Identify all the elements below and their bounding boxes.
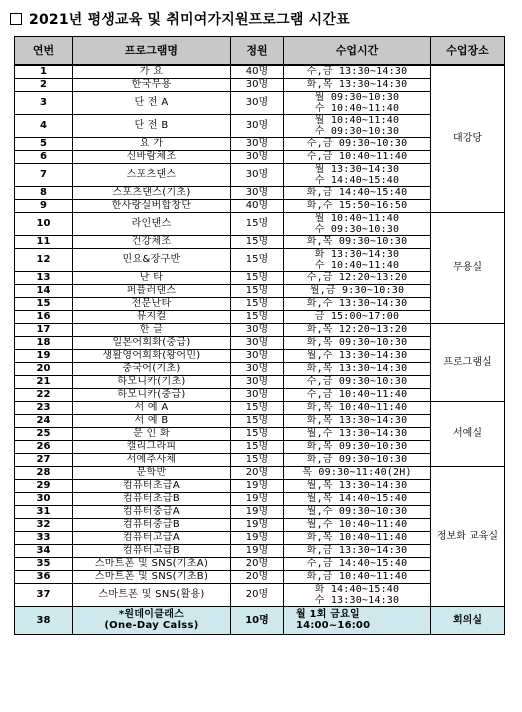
class-time-line: 수,금 10:40~11:40 [306, 389, 408, 400]
program-name: 단 전 B [73, 114, 231, 137]
class-time [284, 114, 431, 137]
class-time-line: 화,목 13:30~14:30 [306, 79, 408, 90]
page-title-text: 2021년 평생교육 및 취미여가지원프로그램 시간표 [29, 12, 350, 28]
program-name: 하모니카(중급) [73, 388, 231, 401]
capacity: 40명 [231, 65, 284, 78]
class-time [284, 248, 431, 271]
row-number: 32 [15, 518, 73, 531]
class-time [284, 414, 431, 427]
capacity: 30명 [231, 186, 284, 199]
class-time-line: 수,금 13:30~14:30 [306, 66, 408, 78]
class-time [284, 323, 431, 336]
program-name: 스포츠댄스(기초) [73, 186, 231, 199]
row-number: 8 [15, 186, 73, 199]
program-name: 민요&장구반 [73, 248, 231, 271]
row-number: 5 [15, 137, 73, 150]
page-title [10, 6, 350, 32]
program-name: 문 인 화 [73, 427, 231, 440]
class-time-line: 14:00~16:00 [296, 620, 371, 631]
row-number: 16 [15, 310, 73, 323]
table-row [15, 323, 505, 336]
row-number: 37 [15, 583, 73, 606]
row-number: 20 [15, 362, 73, 375]
class-time [284, 362, 431, 375]
capacity: 30명 [231, 336, 284, 349]
class-time-line: 수 09:30~10:30 [314, 223, 400, 235]
program-name: 뮤지컬 [73, 310, 231, 323]
program-name: 서예추사체 [73, 453, 231, 466]
capacity: 19명 [231, 505, 284, 518]
class-time [284, 606, 431, 634]
schedule-table [14, 36, 505, 635]
capacity: 20명 [231, 583, 284, 606]
class-time-line: 화,목 09:30~10:30 [306, 337, 408, 348]
capacity: 15명 [231, 212, 284, 235]
program-name [73, 606, 231, 634]
class-time [284, 163, 431, 186]
class-time-line: 수,금 09:30~10:30 [306, 138, 408, 149]
class-time [284, 271, 431, 284]
checkbox-square-icon [10, 13, 22, 25]
program-name: 컴퓨터초급A [73, 479, 231, 492]
capacity: 15명 [231, 248, 284, 271]
capacity: 30명 [231, 388, 284, 401]
row-number: 25 [15, 427, 73, 440]
row-number: 33 [15, 531, 73, 544]
program-name: 요 가 [73, 137, 231, 150]
capacity: 19명 [231, 544, 284, 557]
capacity: 15명 [231, 310, 284, 323]
row-number: 34 [15, 544, 73, 557]
program-name: 서 예 A [73, 401, 231, 414]
class-time-line: 화,수 15:50~16:50 [306, 200, 408, 211]
class-time-line: 화,목 10:40~11:40 [306, 402, 408, 413]
capacity: 20명 [231, 557, 284, 570]
table-row-one-day-class [15, 606, 505, 634]
row-number: 23 [15, 401, 73, 414]
program-name: 컴퓨터고급A [73, 531, 231, 544]
capacity: 30명 [231, 323, 284, 336]
class-time [284, 505, 431, 518]
class-time-line: 화 13:30~14:30 [314, 248, 400, 260]
class-time-line: 금 15:00~17:00 [314, 311, 400, 322]
class-time [284, 388, 431, 401]
class-time-line: 화,목 12:20~13:20 [306, 324, 408, 335]
row-number: 12 [15, 248, 73, 271]
class-time-line: 화,목 09:30~10:30 [306, 236, 408, 247]
class-time [284, 310, 431, 323]
capacity: 19명 [231, 492, 284, 505]
capacity: 40명 [231, 199, 284, 212]
class-time [284, 212, 431, 235]
class-time-line: 월,목 14:40~15:40 [306, 493, 408, 504]
class-time-line: 월,목 13:30~14:30 [306, 480, 408, 491]
class-time [284, 65, 431, 78]
class-time [284, 401, 431, 414]
row-number: 21 [15, 375, 73, 388]
capacity: 30명 [231, 349, 284, 362]
row-number: 7 [15, 163, 73, 186]
class-time [284, 440, 431, 453]
class-time-line: 수,금 12:20~13:20 [306, 272, 408, 283]
header-no: 연번 [15, 37, 73, 66]
row-number: 24 [15, 414, 73, 427]
header-capacity: 정원 [231, 37, 284, 66]
row-number: 2 [15, 78, 73, 91]
class-time-line: 수,금 09:30~10:30 [306, 376, 408, 387]
class-time-line: 월,수 09:30~10:30 [306, 506, 408, 517]
program-name: 중국어(기초) [73, 362, 231, 375]
row-number: 29 [15, 479, 73, 492]
capacity: 15명 [231, 414, 284, 427]
row-number: 30 [15, 492, 73, 505]
row-number: 18 [15, 336, 73, 349]
class-place: 회의실 [431, 606, 505, 634]
capacity: 15명 [231, 440, 284, 453]
table-header-row [15, 37, 505, 66]
capacity: 10명 [231, 606, 284, 634]
class-time [284, 375, 431, 388]
program-name: 서 예 B [73, 414, 231, 427]
class-time [284, 235, 431, 248]
class-time [284, 544, 431, 557]
capacity: 15명 [231, 235, 284, 248]
row-number: 17 [15, 323, 73, 336]
header-place: 수업장소 [431, 37, 505, 66]
table-row [15, 466, 505, 479]
program-name: 컴퓨터중급B [73, 518, 231, 531]
class-time-line: 수 09:30~10:30 [314, 125, 400, 137]
capacity: 19명 [231, 531, 284, 544]
class-time-line: 화,수 13:30~14:30 [306, 298, 408, 309]
class-time-line: 수,금 14:40~15:40 [306, 558, 408, 569]
row-number: 3 [15, 91, 73, 114]
class-time-line: 월 10:40~11:40 [314, 212, 400, 224]
row-number: 1 [15, 65, 73, 78]
row-number: 26 [15, 440, 73, 453]
class-time [284, 479, 431, 492]
program-name: 한 글 [73, 323, 231, 336]
class-time-line: 화,목 13:30~14:30 [306, 415, 408, 426]
program-name: 스포츠댄스 [73, 163, 231, 186]
class-time-line: 월 10:40~11:40 [314, 114, 400, 126]
schedule-body [15, 65, 505, 634]
program-name: 스마트폰 및 SNS(기초A) [73, 557, 231, 570]
class-time [284, 570, 431, 583]
header-time: 수업시간 [284, 37, 431, 66]
table-row [15, 65, 505, 78]
row-number: 13 [15, 271, 73, 284]
class-time-line: 수 13:30~14:30 [314, 594, 400, 606]
class-place: 무용실 [431, 212, 505, 323]
program-name: 한국무용 [73, 78, 231, 91]
capacity: 30명 [231, 150, 284, 163]
class-time [284, 492, 431, 505]
class-time [284, 91, 431, 114]
program-name: 한사랑실버합창단 [73, 199, 231, 212]
capacity: 19명 [231, 479, 284, 492]
class-time-line: 월 13:30~14:30 [314, 163, 400, 175]
program-name: 건강체조 [73, 235, 231, 248]
program-name: 생활영어회화(왕어민) [73, 349, 231, 362]
class-time-line: 월,금 9:30~10:30 [309, 285, 405, 296]
program-name: 캘리그라피 [73, 440, 231, 453]
class-time-line: 수,금 10:40~11:40 [306, 151, 408, 162]
program-name: 단 전 A [73, 91, 231, 114]
class-time [284, 284, 431, 297]
class-time [284, 186, 431, 199]
class-time [284, 349, 431, 362]
capacity: 15명 [231, 297, 284, 310]
class-time-line: 월,수 10:40~11:40 [306, 519, 408, 530]
program-name: 스마트폰 및 SNS(기초B) [73, 570, 231, 583]
row-number: 36 [15, 570, 73, 583]
row-number: 27 [15, 453, 73, 466]
row-number: 11 [15, 235, 73, 248]
capacity: 30명 [231, 78, 284, 91]
capacity: 20명 [231, 466, 284, 479]
class-time [284, 137, 431, 150]
class-time-line: 화,금 14:40~15:40 [306, 187, 408, 198]
program-name: 문학반 [73, 466, 231, 479]
class-time [284, 583, 431, 606]
capacity: 30명 [231, 91, 284, 114]
row-number: 6 [15, 150, 73, 163]
class-time-line: 월 09:30~10:30 [314, 91, 400, 103]
class-time-line: 수 10:40~11:40 [314, 259, 400, 271]
header-program: 프로그램명 [73, 37, 231, 66]
class-time-line: 목 09:30~11:40(2H) [302, 467, 412, 478]
table-row [15, 401, 505, 414]
program-name: 전문난타 [73, 297, 231, 310]
program-name: 신바람체조 [73, 150, 231, 163]
program-name: 퍼플러댄스 [73, 284, 231, 297]
row-number: 10 [15, 212, 73, 235]
row-number: 4 [15, 114, 73, 137]
row-number: 35 [15, 557, 73, 570]
program-name: 컴퓨터중급A [73, 505, 231, 518]
capacity: 30명 [231, 114, 284, 137]
class-time [284, 453, 431, 466]
class-time-line: 화 14:40~15:40 [314, 583, 400, 595]
class-time [284, 427, 431, 440]
class-time-line: 수 10:40~11:40 [314, 102, 400, 114]
program-name: 컴퓨터고급B [73, 544, 231, 557]
class-time [284, 297, 431, 310]
class-time-line: 월,수 13:30~14:30 [306, 350, 408, 361]
class-time-line: 화,금 10:40~11:40 [306, 571, 408, 582]
row-number: 14 [15, 284, 73, 297]
class-time [284, 336, 431, 349]
capacity: 15명 [231, 284, 284, 297]
class-time [284, 466, 431, 479]
class-time [284, 199, 431, 212]
row-number: 28 [15, 466, 73, 479]
class-time [284, 557, 431, 570]
class-time-line: 월 1회 금요일 [296, 609, 360, 620]
row-number: 9 [15, 199, 73, 212]
capacity: 19명 [231, 518, 284, 531]
program-name: 하모니카(기초) [73, 375, 231, 388]
row-number: 31 [15, 505, 73, 518]
capacity: 30명 [231, 163, 284, 186]
capacity: 15명 [231, 401, 284, 414]
capacity: 15명 [231, 427, 284, 440]
capacity: 30명 [231, 375, 284, 388]
class-time-line: 화,목 13:30~14:30 [306, 363, 408, 374]
class-time-line: 수 14:40~15:40 [314, 174, 400, 186]
class-time-line: 화,목 09:30~10:30 [306, 441, 408, 452]
class-time [284, 78, 431, 91]
row-number: 38 [15, 606, 73, 634]
class-place: 대강당 [431, 65, 505, 212]
class-place: 정보화 교육실 [431, 466, 505, 606]
capacity: 30명 [231, 362, 284, 375]
class-time-line: 월,수 13:30~14:30 [306, 428, 408, 439]
class-time [284, 518, 431, 531]
class-time-line: 화,금 09:30~10:30 [306, 454, 408, 465]
class-time-line: 화,금 13:30~14:30 [306, 545, 408, 556]
class-time [284, 531, 431, 544]
program-name: 컴퓨터초급B [73, 492, 231, 505]
program-name: 스마트폰 및 SNS(활용) [73, 583, 231, 606]
class-place: 프로그램실 [431, 323, 505, 401]
capacity: 30명 [231, 137, 284, 150]
capacity: 15명 [231, 271, 284, 284]
program-name: 가 요 [73, 65, 231, 78]
class-time-line: 화,목 10:40~11:40 [306, 532, 408, 543]
program-name: 라인댄스 [73, 212, 231, 235]
capacity: 20명 [231, 570, 284, 583]
program-name-line: *원데이클래스 [118, 609, 185, 620]
class-time [284, 150, 431, 163]
program-name: 난 타 [73, 271, 231, 284]
row-number: 19 [15, 349, 73, 362]
class-place: 서예실 [431, 401, 505, 466]
table-row [15, 212, 505, 235]
row-number: 15 [15, 297, 73, 310]
program-name-line: (One-Day Calss) [104, 620, 199, 631]
program-name: 일본어회화(중급) [73, 336, 231, 349]
row-number: 22 [15, 388, 73, 401]
capacity: 15명 [231, 453, 284, 466]
